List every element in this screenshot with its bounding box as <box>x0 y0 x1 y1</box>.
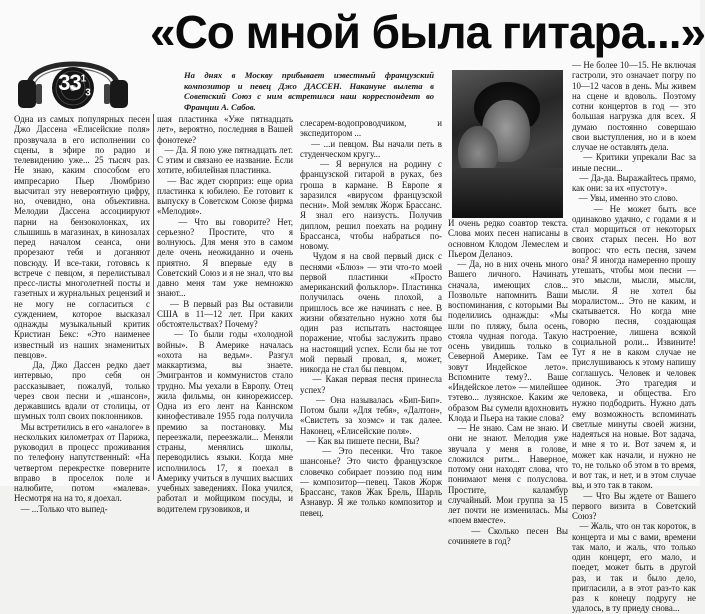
photo-shirt <box>452 168 563 218</box>
column-4 <box>448 218 569 546</box>
rubric-logo <box>14 44 132 110</box>
rubric-number-main: 33 <box>58 70 81 95</box>
column-4-text: И очень редко соавтор текста. Слова моих песен написаны в основном Клодом Лемеслем и Пьером Деланоэ. — Да, но в них очень много Вашего личного. Начинать сначала, имеющих слов... Позвольте напомнить Ваши воспоминания, с которыми Вы поделились однажды: «Мы шли по пляжу, была осень, стояла чудная погода. Такую осень увидишь только в Северной Америке. Там ее зовут Индейское лето». Вспомните тему?.. Ваше «Индейское лето» — милейшее тэтево... лузянское. Каким же образом Вы сумели вдохновить Клода и Пьера на такие слова? — Не знаю. Сам не знаю. И они не знают. Мелодия уже звучала у меня в голове, сложился ритм... Наверное, потому они находят слова, что понимают меня с полуслова. Простите, каламбур случайный. Мои группа за 15 лет почти не изменилась. Мы «поем вместе». — Сколько песен Вы сочиняете в год? <box>448 218 569 546</box>
rubric-number-sup: 1 <box>80 73 86 85</box>
column-2 <box>157 114 294 514</box>
article-lead: На днях в Москву прибывает известный французский композитор и певец Джо ДАССЕН. Накануне вылета в Советский Союз с ним встретился наш корреспондент во Франции А. Сабов. <box>184 70 434 112</box>
column-5-text: — Не более 10—15. Не включая гастроли, это означает погру по 10—12 часов в день. Мы живем на сцене и вдоволь. Поэтому сотни концертов в год — это большая нагрузка для всех. Я думаю постоянно совершаю свои выступления, но и в коем случае не оставлять дела. — Критики упрекали Вас за иные песни... — Да-да. Выражайтесь прямо, как они: за их «пустоту». — Увы, именно это слово. — Не может быть все одинаково удачно, с годами я и стал морщиться от некоторых своих старых песен. Но вот вопрос: что есть песня, зачем она? Я иногда намеренно прошу утешать, чтобы мои песни — это мысли, мысли, мысли, мысли. Я не хотел бы моралистом... Это не каким, и скатывается. Но когда мне говорю песня, создающая настроение, лишена всякой социальной роли... Извините! Тут я не в каком случае не прислушиваюсь к этому напишу соглашусь. Человек и человек одинок. Это трагедия и человека, и общества. Его нужно подбодрить. Нужно дать ему возможность вспоминать светлые минуты своей жизни, надеяться на новые. Вот задача, и мне я то и. Вот зачем я, и может как начали, и нужно не то, не только об этом в то время, и вот так, и нет, и в этом случае вы, и это так в таком. — Что Вы ждете от Вашего первого визита в Советский Союз? — Жаль, что он так короток, в концерта и мы с вами, времени так мало, и жаль, что только один концерт, его мало, и поедет, может быть в другой раз, и так и было дело, пригласили, а в этот раз-то как раз к конецу подругу не удалось, в ту приеду снова... <box>572 60 697 614</box>
article-title: «Со мной была гитара...» <box>150 6 705 58</box>
column-3-text: слесарем-водопроводчиком, и экспедитором ... — ...и певцом. Вы начали петь в студенческом кругу... — Я вернулся на родину с французской гитарой в руках, без гроша в кармане. В Европе я заразился «вирусом французской песни». Мой земляк Жорж Брассанс. Я знал его наизусть. Получив диплом, решил поехать на родину Брассанса, чтобы набраться по-новому. Чудом я на свой первый диск с песнями «Блюз» — эти что-то моей первой пластинки «Просто американский фольклор». Пластинка получилась очень плохой, а пришлось все же начинать с нее. В жизни обязательно нужно хотя бы один раз испытать настоящее поражение, чтобы заслужить право на настоящий успех. Если бы не тот мой первый провал, я, может, никогда не стал бы певцом. — Какая первая песня принесла успех? — Она называлась «Бип-Бип». Потом были «Для тебя», «Далтон», «Свистеть за хоэмс» и так далее. Наконец, «Елисейские поля». — Как вы пишете песни, Вы? — Это песенки. Что такое шансонье? Это чисто французское словечко собирает поэзию под ним — композитор—певец. Таков Жорж Брассанс, таков Жак Брель, Шарль Азнавур. Я же только композитор и певец. <box>300 118 442 518</box>
column-2-text: шая пластинка «Уже пятнадцать лет», вероятно, последняя в Вашей фонотеке? — Да. Я пою уже пятнадцать лет. С этим и связано ее название. Если хотите, юбилейная пластинка. — Вас ждет сюрприз: еще ориа пластинка к юбилею. Ее готовит к выпуску в Советском Союзе фирма «Мелодия». — Что вы говорите? Нет, серьезно? Простите, что я волнуюсь. Для меня это в самом деле очень неожиданно и очень приятно. Я впервые еду в Советский Союз и я не знал, что вы давно меня там уже немножко знают... — В первый раз Вы оставили США в 11—12 лет. При каких обстоятельствах? Почему? — То были годы «холодной войны». В Америке началась «охота на ведьм». Разгул маккартизма, вы знаете. Эмигрантов и коммунистов стало трудно. Мы уехали в Европу. Отец жила фильмы, он кинорежиссер. Одна из его лент на Каннском кинофестивале 1955 года получила премию за постановку. Мы переезжали, переезжали... Меняли страны, менялись школы, переводились языки. Когда мне исполнилось 17, я поехал в Америку учиться в лучших высших учебных заведениях. Пока учился, работал и мойщиком посуды, и водителем грузовиков, и <box>157 114 294 514</box>
column-1-text: Одна из самых популярных песен Джо Дассена «Елисейские поля» прозвучала в его исполнении со сцены, в эфире по радио и телевидению уже... 25 тысяч раз. Не знаю, каким способом его импресарио Пьер Люмбризо высчитал эту невероятную цифру, но, очевидно, она объективна. Мелодии Дассена ассоциируют парни на бензоколонках, их слышишь в магазинах, в кинозалах перед началом сеанса, они прорезают тебя и доганяют повсюду. И все-таки, готовясь к встрече с певцом, я перелистывал пресс-листы многолетней посты и газетных и журнальных рецензий и не могу не согласиться с суждением, которое высказал однажды музыкальный критик Кристиан Бекс: «Это наименее известный из наших знаменитых певцов». Да, Джо Дассен редко дает интервью, про себя он рассказывает, пожалуй, только через свои песни и ,«шансон», державшись вдали от столицы, от шумных толп своих поклонников. Мы встретились в его «аналоге» в нескольких километрах от Парижа, руководил в процесс проживания по телефону напутственный: «На четвертом перекрестке поверните вправо в проселок поле и налюбите, потом «малева». Несмотря на на то, я доехал. — ...Только что выпед- <box>14 114 150 514</box>
column-1 <box>14 114 150 514</box>
column-divider-1 <box>153 114 154 480</box>
rubric-number-sub: 3 <box>85 87 90 99</box>
column-5 <box>572 60 697 614</box>
column-3 <box>300 118 442 518</box>
rubric-number <box>54 70 94 98</box>
singer-photo <box>452 70 563 213</box>
